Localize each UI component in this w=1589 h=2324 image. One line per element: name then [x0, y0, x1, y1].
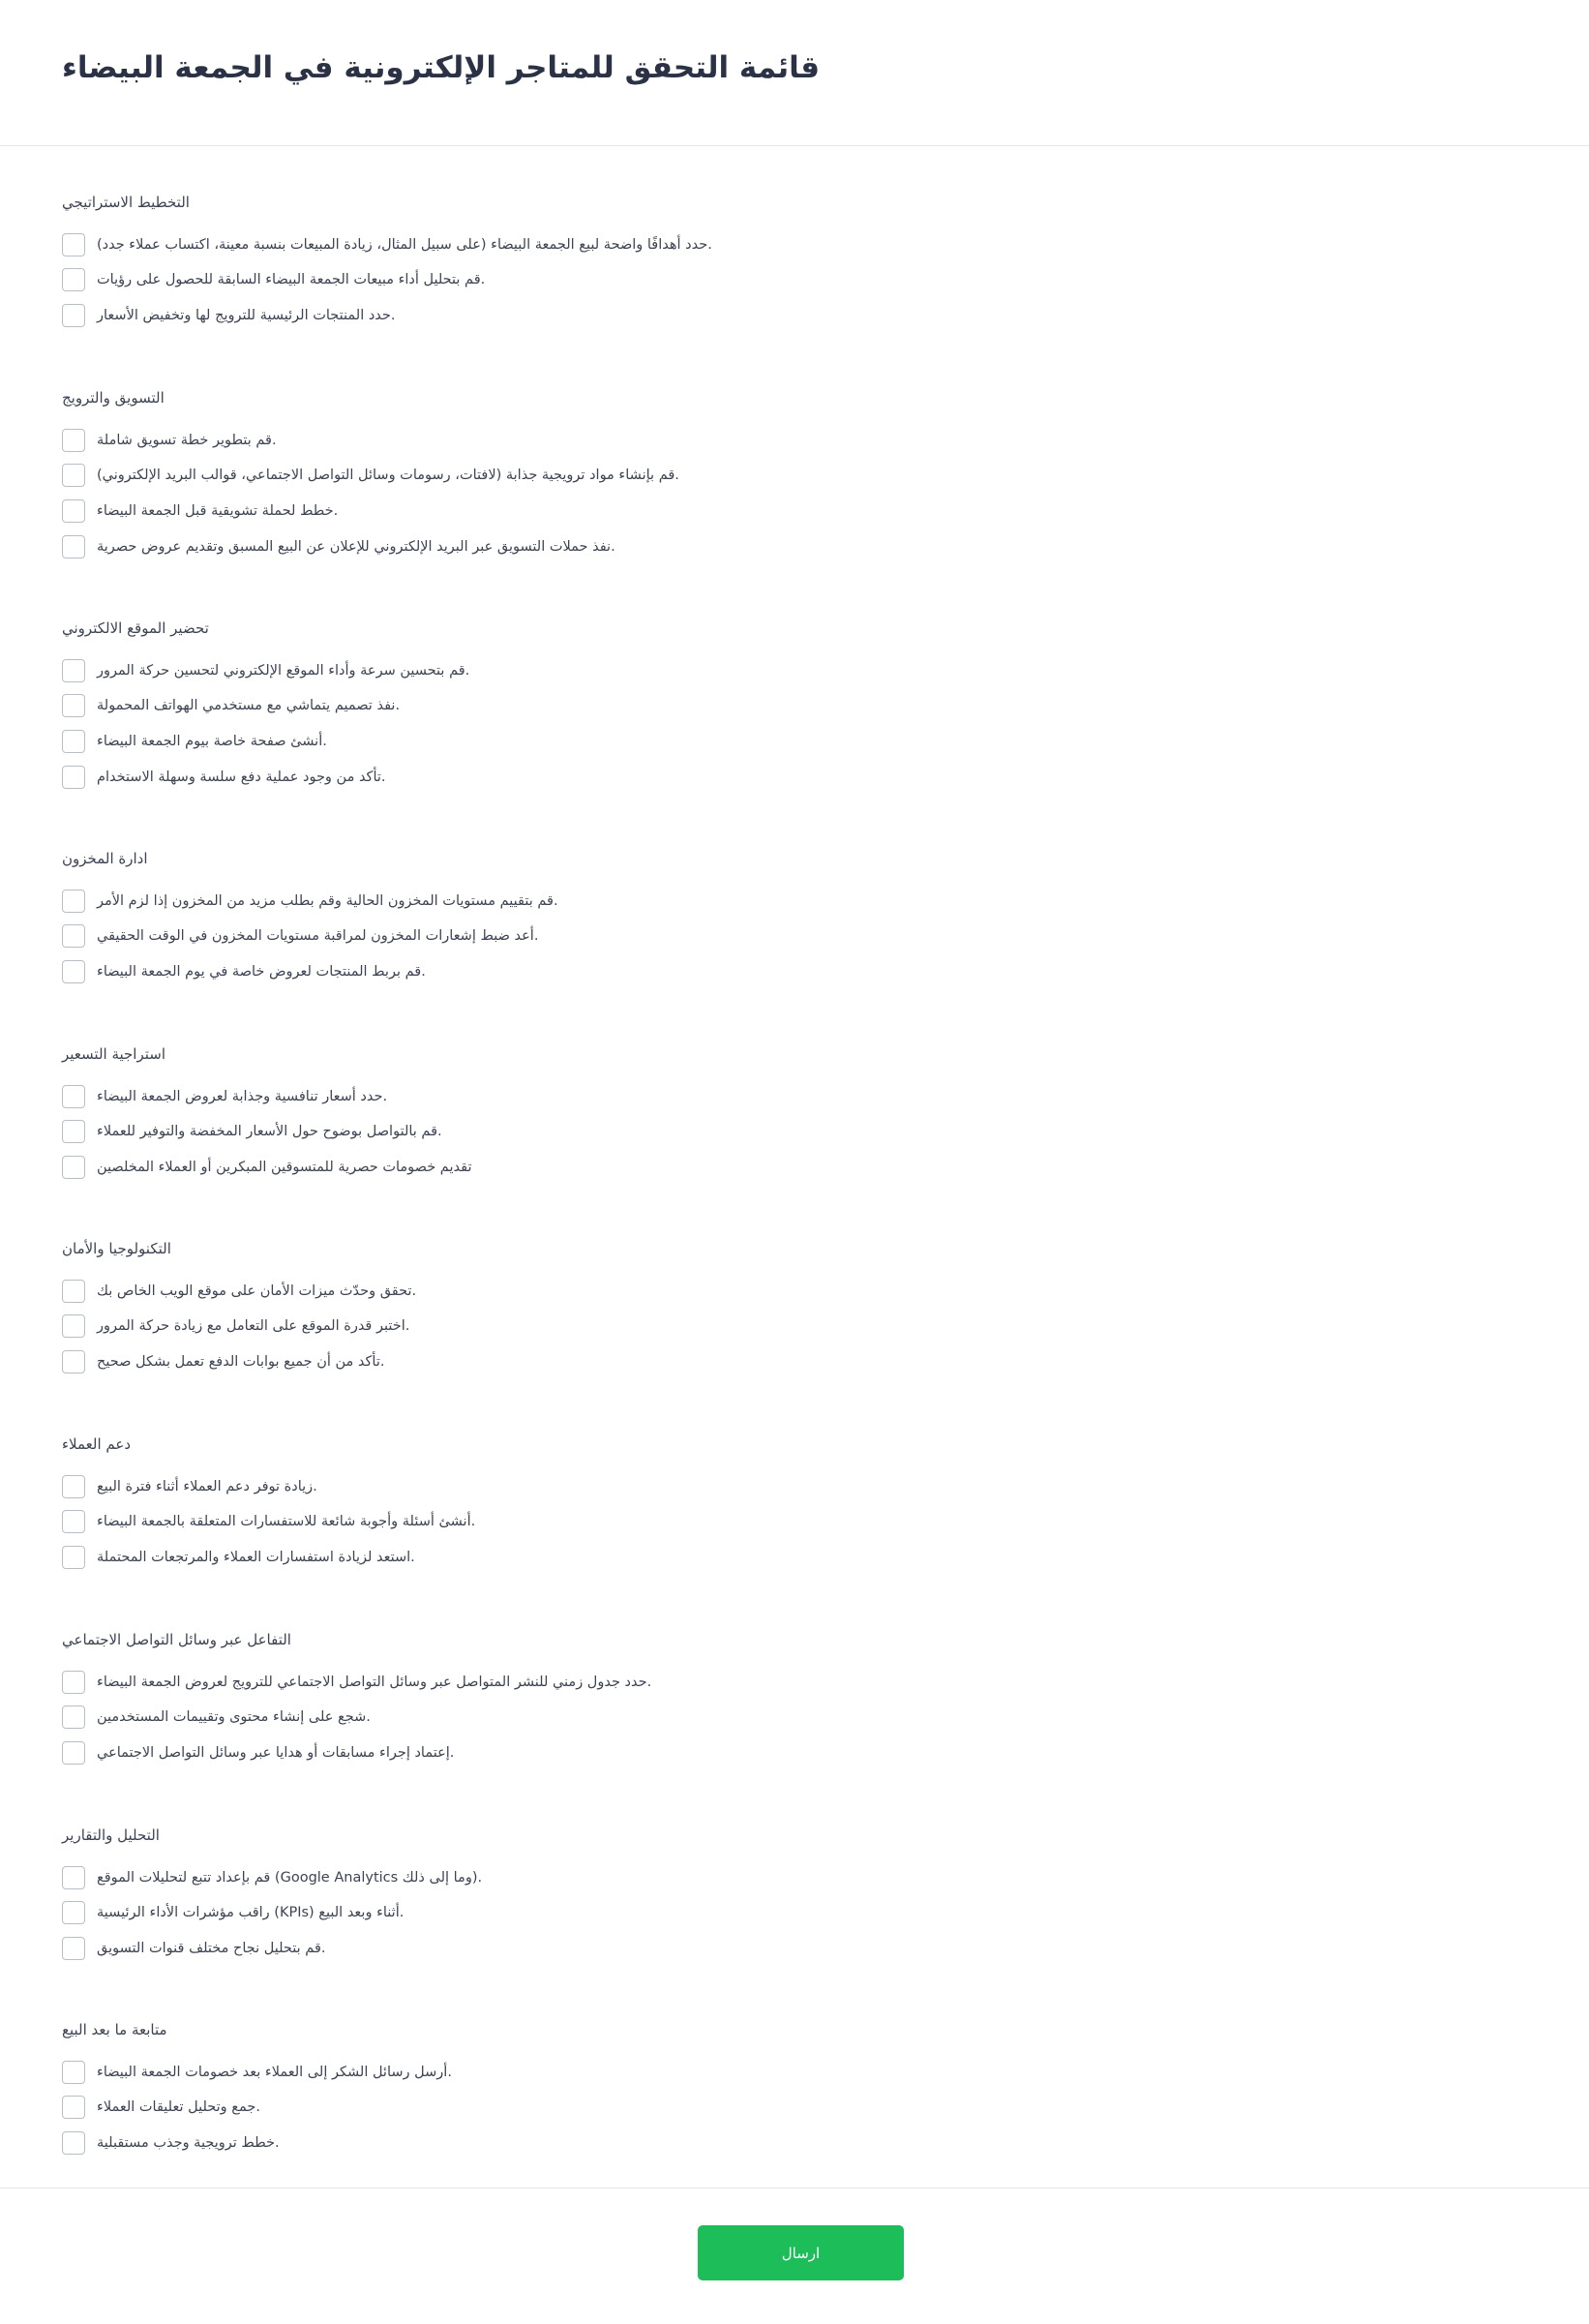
section-title: التكنولوجيا والأمان: [62, 1240, 171, 1257]
checklist-item-label: حدد أسعار تنافسية وجذابة لعروض الجمعة البيضاء.: [97, 1089, 388, 1104]
checklist-item-label: قم بربط المنتجات لعروض خاصة في يوم الجمعة البيضاء.: [97, 964, 426, 980]
checkbox[interactable]: [62, 1901, 85, 1924]
checklist-item-label: زيادة توفر دعم العملاء أثناء فترة البيع.: [97, 1479, 317, 1494]
checkbox[interactable]: [62, 1705, 85, 1729]
checklist-item[interactable]: [62, 1670, 651, 1695]
section-title: التخطيط الاستراتيجي: [62, 194, 190, 211]
checklist-item[interactable]: [62, 658, 469, 683]
checklist-item[interactable]: [62, 1936, 326, 1961]
checkbox[interactable]: [62, 1156, 85, 1179]
checklist-item-label: شجع على إنشاء محتوى وتقييمات المستخدمين.: [97, 1709, 371, 1725]
checklist-item[interactable]: [62, 1279, 416, 1304]
checkbox[interactable]: [62, 1085, 85, 1108]
checkbox[interactable]: [62, 1314, 85, 1338]
checkbox[interactable]: [62, 233, 85, 257]
form-footer: [0, 2188, 1589, 2324]
checklist-item-label: قم بتحليل نجاح مختلف قنوات التسويق.: [97, 1941, 326, 1956]
checklist-item[interactable]: [62, 1865, 482, 1890]
checklist-item[interactable]: [62, 889, 558, 914]
section-title: التفاعل عبر وسائل التواصل الاجتماعي: [62, 1631, 291, 1648]
checklist-item[interactable]: [62, 1545, 415, 1570]
checklist-item-label: اختبر قدرة الموقع على التعامل مع زيادة حركة المرور.: [97, 1318, 410, 1334]
checklist-item-label: قم بتحليل أداء مبيعات الجمعة البيضاء السابقة للحصول على رؤيات.: [97, 272, 486, 287]
checkbox[interactable]: [62, 2096, 85, 2119]
section-title: التسويق والترويج: [62, 389, 165, 407]
checklist-item-label: حدد جدول زمني للنشر المتواصل عبر وسائل التواصل الاجتماعي للترويج لعروض الجمعة البيضاء.: [97, 1675, 652, 1690]
checkbox[interactable]: [62, 1741, 85, 1765]
checklist-item[interactable]: [62, 923, 538, 949]
checklist-item[interactable]: [62, 2060, 452, 2085]
checklist-item-label: حدد المنتجات الرئيسية للترويج لها وتخفيض الأسعار.: [97, 308, 396, 323]
checklist-item[interactable]: [62, 1740, 454, 1766]
section-title: تحضير الموقع الالكتروني: [62, 619, 209, 637]
checkbox[interactable]: [62, 2061, 85, 2084]
checkbox[interactable]: [62, 694, 85, 717]
checklist-item[interactable]: [62, 1509, 475, 1534]
checklist-item-label: استعد لزيادة استفسارات العملاء والمرتجعات المحتملة.: [97, 1550, 415, 1565]
checklist-item-label: جمع وتحليل تعليقات العملاء.: [97, 2099, 260, 2115]
checklist-item[interactable]: [62, 1313, 409, 1339]
checklist-item-label: تقديم خصومات حصرية للمتسوقين المبكرين أو العملاء المخلصين: [97, 1160, 472, 1175]
checklist-item-label: أعد ضبط إشعارات المخزون لمراقبة مستويات المخزون في الوقت الحقيقي.: [97, 928, 539, 944]
checklist-item-label: قم بتقييم مستويات المخزون الحالية وقم بطلب مزيد من المخزون إذا لزم الأمر.: [97, 893, 558, 909]
checklist-item-label: أنشئ أسئلة وأجوبة شائعة للاستفسارات المتعلقة بالجمعة البيضاء.: [97, 1514, 476, 1529]
checklist-item-label: نفذ تصميم يتماشي مع مستخدمي الهواتف المحمولة.: [97, 698, 401, 713]
checkbox[interactable]: [62, 499, 85, 523]
checkbox[interactable]: [62, 960, 85, 983]
checkbox[interactable]: [62, 1475, 85, 1498]
checklist-item-label: راقب مؤشرات الأداء الرئيسية (KPIs) أثناء وبعد البيع.: [97, 1905, 405, 1920]
checklist-item-label: قم بتحسين سرعة وأداء الموقع الإلكتروني لتحسين حركة المرور.: [97, 663, 470, 679]
checkbox[interactable]: [62, 268, 85, 291]
checkbox[interactable]: [62, 1937, 85, 1960]
checklist-item-label: قم بالتواصل بوضوح حول الأسعار المخفضة والتوفير للعملاء.: [97, 1124, 442, 1139]
checklist-item-label: إعتماد إجراء مسابقات أو هدايا عبر وسائل التواصل الاجتماعي.: [97, 1745, 455, 1761]
checkbox[interactable]: [62, 1350, 85, 1373]
checkbox[interactable]: [62, 1120, 85, 1143]
checklist-item-label: تأكد من أن جميع بوابات الدفع تعمل بشكل صحيح.: [97, 1354, 385, 1370]
checkbox[interactable]: [62, 464, 85, 487]
checkbox[interactable]: [62, 924, 85, 948]
checklist-item[interactable]: [62, 1155, 471, 1180]
checkbox[interactable]: [62, 1510, 85, 1533]
checklist-item[interactable]: [62, 267, 485, 292]
checkbox[interactable]: [62, 1280, 85, 1303]
checkbox[interactable]: [62, 2131, 85, 2155]
checklist-item[interactable]: [62, 693, 400, 718]
checkbox[interactable]: [62, 766, 85, 789]
checkbox[interactable]: [62, 304, 85, 327]
section-title: التحليل والتقارير: [62, 1826, 160, 1844]
checklist-item[interactable]: [62, 2095, 260, 2120]
checkbox[interactable]: [62, 535, 85, 558]
checklist-item-label: حدد أهدافًا واضحة لبيع الجمعة البيضاء (على سبيل المثال، زيادة المبيعات بنسبة معينة، اكتساب عملاء جدد).: [97, 237, 712, 253]
checklist-item[interactable]: [62, 463, 679, 488]
checklist-item-label: أنشئ صفحة خاصة بيوم الجمعة البيضاء.: [97, 734, 327, 749]
checkbox[interactable]: [62, 890, 85, 913]
section-title: ادارة المخزون: [62, 850, 148, 867]
checklist-item-label: قم بتطوير خطة تسويق شاملة.: [97, 433, 277, 448]
checkbox[interactable]: [62, 429, 85, 452]
section-title: دعم العملاء: [62, 1435, 132, 1453]
checklist-item-label: خطط لحملة تشويقية قبل الجمعة البيضاء.: [97, 503, 339, 519]
form-header: [0, 0, 1589, 146]
checkbox[interactable]: [62, 659, 85, 682]
checklist-item[interactable]: [62, 1474, 317, 1499]
checklist-item[interactable]: [62, 1349, 385, 1374]
checklist-item[interactable]: [62, 303, 396, 328]
checklist-item[interactable]: [62, 534, 615, 559]
checklist-item-label: أرسل رسائل الشكر إلى العملاء بعد خصومات الجمعة البيضاء.: [97, 2065, 452, 2080]
checklist-item[interactable]: [62, 1705, 371, 1730]
checklist-item-label: خطط ترويجية وجذب مستقبلية.: [97, 2135, 280, 2151]
checklist-item[interactable]: [62, 428, 277, 453]
checklist-item[interactable]: [62, 498, 338, 524]
checklist-item-label: تأكد من وجود عملية دفع سلسة وسهلة الاستخدام.: [97, 770, 386, 785]
checklist-item[interactable]: [62, 232, 712, 257]
checklist-item[interactable]: [62, 729, 327, 754]
checkbox[interactable]: [62, 1546, 85, 1569]
section-title: متابعة ما بعد البيع: [62, 2021, 167, 2038]
checklist-item[interactable]: [62, 2130, 280, 2156]
checklist-item[interactable]: [62, 765, 386, 790]
checklist-item[interactable]: [62, 1119, 442, 1144]
checklist-item[interactable]: [62, 959, 426, 984]
checkbox[interactable]: [62, 1866, 85, 1889]
checklist-item-label: نفذ حملات التسويق عبر البريد الإلكتروني للإعلان عن البيع المسبق وتقديم عروض حصرية.: [97, 539, 615, 555]
checklist-item-label: تحقق وحدّث ميزات الأمان على موقع الويب الخاص بك.: [97, 1283, 417, 1299]
checklist-item[interactable]: [62, 1084, 387, 1109]
page-title: قائمة التحقق للمتاجر الإلكترونية في الجمعة البيضاء: [62, 50, 821, 85]
checklist-item-label: قم بإنشاء مواد ترويجية جذابة (لافتات، رسومات وسائل التواصل الاجتماعي، قوالب البريد الإلكتروني).: [97, 468, 679, 483]
submit-button[interactable]: ارسال: [698, 2225, 904, 2280]
checklist-item-label: قم بإعداد تتبع لتحليلات الموقع (Google Analytics وما إلى ذلك).: [97, 1870, 483, 1886]
section-title: استراجية التسعير: [62, 1045, 165, 1063]
checkbox[interactable]: [62, 1671, 85, 1694]
checklist-item[interactable]: [62, 1900, 404, 1925]
checkbox[interactable]: [62, 730, 85, 753]
